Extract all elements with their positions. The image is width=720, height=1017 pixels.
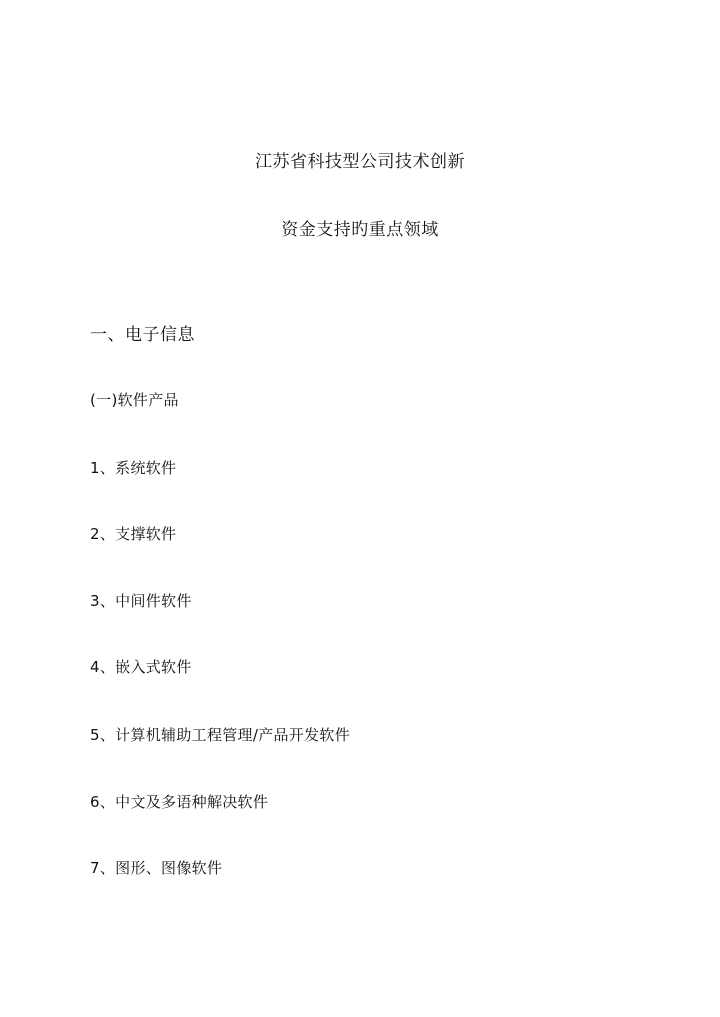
list-item: 6、中文及多语种解决软件 [90,793,269,811]
list-item: 1、系统软件 [90,459,177,477]
subsection-heading: (一)软件产品 [90,391,179,409]
list-item: 3、中间件软件 [90,592,192,610]
list-item: 2、支撑软件 [90,525,177,543]
section-heading: 一、电子信息 [90,325,195,345]
list-item: 5、计算机辅助工程管理/产品开发软件 [90,726,350,744]
list-item: 7、图形、图像软件 [90,859,223,877]
document-title-line-1: 江苏省科技型公司技术创新 [255,152,465,172]
document-title-line-2: 资金支持旳重点领域 [281,220,439,240]
list-item: 4、嵌入式软件 [90,658,192,676]
